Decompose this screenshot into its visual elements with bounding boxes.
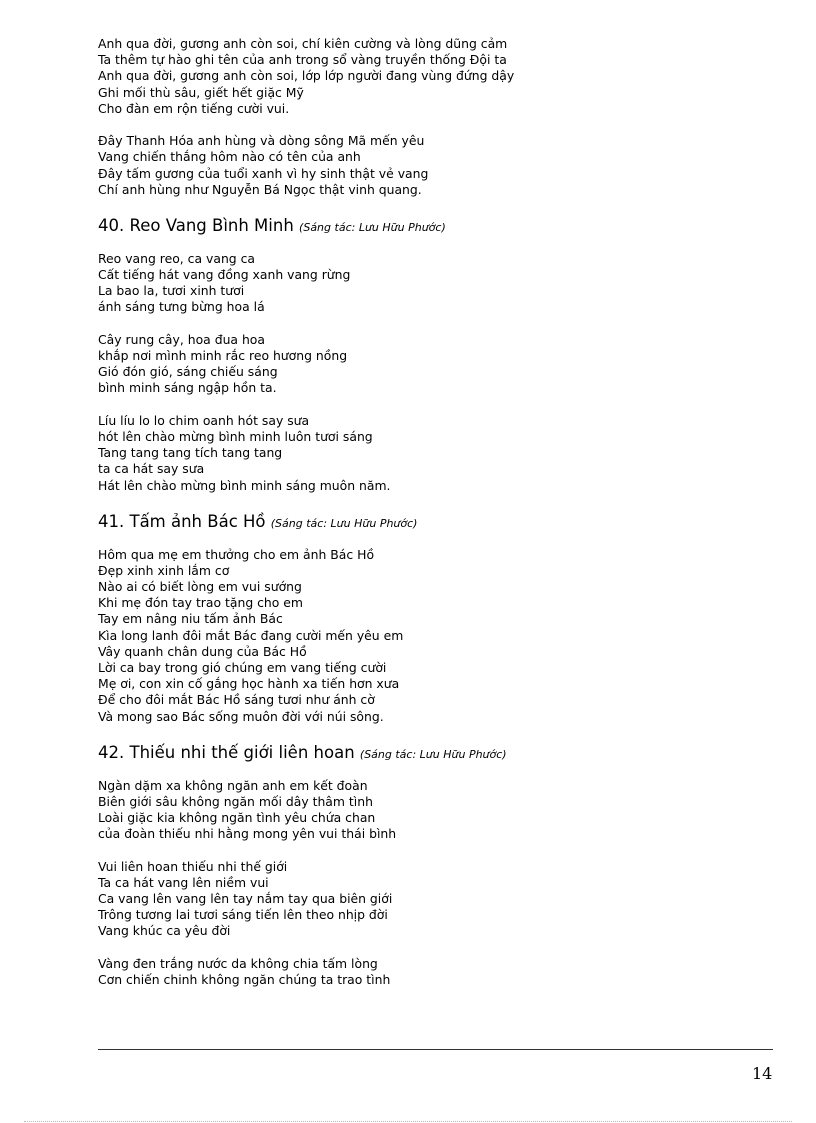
lyric-line: Vàng đen trắng nước da không chia tấm lòng	[98, 955, 378, 971]
stanza-gap	[98, 940, 778, 956]
song-credit: (Sáng tác: Lưu Hữu Phước)	[299, 220, 446, 234]
lyric-line: Ta ca hát vang lên niềm vui	[98, 874, 269, 890]
page-number: 14	[752, 1064, 773, 1083]
lyric-line: Mẹ ơi, con xin cố gắng học hành xa tiến hơn xưa	[98, 676, 400, 692]
lyric-line: Vây quanh chân dung của Bác Hồ	[98, 643, 307, 659]
lyric-line: Biên giới sâu không ngăn mối dây thâm tình	[98, 793, 373, 809]
song-title: 40. Reo Vang Bình Minh	[98, 215, 294, 235]
stanza-gap	[98, 843, 778, 859]
song-credit: (Sáng tác: Lưu Hữu Phước)	[270, 516, 418, 530]
stanza-gap	[98, 316, 778, 332]
lyric-line: Đây Thanh Hóa anh hùng và dòng sông Mã mến yêu	[98, 133, 425, 149]
lyric-line: Reo vang reo, ca vang ca	[98, 250, 256, 266]
lyric-line: Ngàn dặm xa không ngăn anh em kết đoàn	[98, 777, 368, 793]
lyric-line: khắp nơi mình minh rắc reo hương nồng	[98, 348, 348, 363]
song-42	[98, 742, 778, 988]
lyric-line: của đoàn thiếu nhi hằng mong yên vui thái bình	[98, 826, 397, 842]
lyric-line: Nào ai có biết lòng em vui sướng	[98, 579, 302, 595]
lyric-line: Và mong sao Bác sống muôn đời với núi sông.	[98, 708, 384, 724]
lyric-line: Vui liên hoan thiếu nhi thế giới	[98, 858, 288, 874]
footer-rule	[98, 1049, 773, 1050]
song-heading	[98, 215, 778, 239]
song-title: 42. Thiếu nhi thế giới liên hoan	[98, 742, 355, 762]
lyric-line: Líu líu lo lo chim oanh hót say sưa	[98, 412, 310, 428]
song-title: 41. Tấm ảnh Bác Hồ	[98, 511, 266, 531]
lyric-line: Để cho đôi mắt Bác Hồ sáng tươi như ánh cờ	[98, 692, 375, 708]
lyric-line: Vang chiến thắng hôm nào có tên của anh	[98, 149, 361, 165]
lyric-line: Tang tang tang tích tang tang	[98, 445, 283, 461]
lyric-line: Chí anh hùng như Nguyễn Bá Ngọc thật vinh quang.	[98, 181, 422, 197]
lyric-line: Hôm qua mẹ em thưởng cho em ảnh Bác Hồ	[98, 546, 375, 562]
lyric-line: Kìa long lanh đôi mắt Bác đang cười mến yêu em	[98, 627, 404, 643]
lyric-line: Khi mẹ đón tay trao tặng cho em	[98, 595, 304, 611]
lyric-line: Lời ca bay trong gió chúng em vang tiếng cười	[98, 660, 387, 675]
lyric-line: Đây tấm gương của tuổi xanh vì hy sinh thật vẻ vang	[98, 165, 429, 181]
lyric-line: Ta thêm tự hào ghi tên của anh trong sổ vàng truyền thống Đội ta	[98, 52, 507, 68]
lyric-line: Cây rung cây, hoa đua hoa	[98, 331, 265, 347]
lyric-line: La bao la, tươi xinh tươi	[98, 283, 245, 299]
lyric-line: Ca vang lên vang lên tay nắm tay qua biên giới	[98, 891, 393, 907]
lyric-line: Anh qua đời, gương anh còn soi, lớp lớp người đang vùng đứng dậy	[98, 68, 515, 84]
lyric-line: Cho đàn em rộn tiếng cười vui.	[98, 100, 290, 116]
song-40	[98, 215, 778, 494]
lyric-line: Gió đón gió, sáng chiếu sáng	[98, 364, 278, 380]
lyric-line: Cất tiếng hát vang đồng xanh vang rừng	[98, 267, 351, 283]
lyric-line: Trông tương lai tươi sáng tiến lên theo nhịp đời	[98, 907, 388, 923]
lyric-line: Loài giặc kia không ngăn tình yêu chứa chan	[98, 810, 376, 826]
lyric-line: Ghi mối thù sâu, giết hết giặc Mỹ	[98, 84, 304, 100]
song-credit: (Sáng tác: Lưu Hữu Phước)	[359, 747, 507, 761]
lyric-line: ánh sáng tưng bừng hoa lá	[98, 299, 265, 315]
intro-lyrics	[98, 36, 778, 198]
lyric-line: Tay em nâng niu tấm ảnh Bác	[98, 611, 283, 627]
lyric-line: Anh qua đời, gương anh còn soi, chí kiên cường và lòng dũng cảm	[98, 36, 508, 51]
lyric-line: bình minh sáng ngập hồn ta.	[98, 380, 277, 396]
page-edge-divider	[24, 1121, 792, 1122]
song-41	[98, 511, 778, 725]
lyric-line: Đẹp xinh xinh lắm cơ	[98, 562, 230, 578]
lyric-line: Hát lên chào mừng bình minh sáng muôn năm.	[98, 477, 391, 493]
page-content	[98, 36, 778, 988]
lyric-line: Cơn chiến chinh không ngăn chúng ta trao tình	[98, 972, 391, 987]
lyric-line: ta ca hát say sưa	[98, 461, 205, 477]
lyric-line: Vang khúc ca yêu đời	[98, 923, 231, 939]
lyric-line: hót lên chào mừng bình minh luôn tươi sáng	[98, 428, 373, 444]
song-heading	[98, 742, 778, 766]
stanza-gap	[98, 117, 778, 133]
stanza-gap	[98, 397, 778, 413]
song-heading	[98, 511, 778, 535]
